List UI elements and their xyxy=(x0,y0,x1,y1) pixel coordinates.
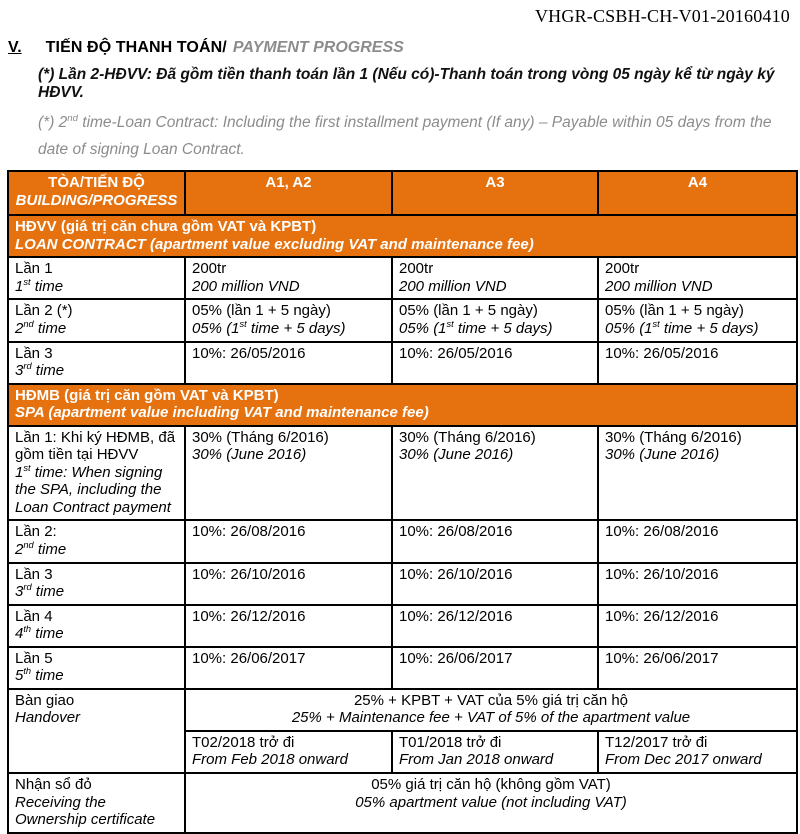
label-en-text: 1 xyxy=(15,277,24,295)
label-en-sup: th xyxy=(23,666,32,677)
payment-progress-table xyxy=(7,170,798,833)
label-vi: Lần 1: Khi ký HĐMB, đã gồm tiền tại HĐVV xyxy=(15,428,176,464)
cell-value-a4 xyxy=(598,257,797,299)
value-en: 200 million VND xyxy=(399,277,507,295)
label-en: Receiving the xyxy=(15,793,106,811)
label-en-text: 2 xyxy=(15,541,24,558)
cell-value-a3 xyxy=(392,426,598,521)
label-en: Handover xyxy=(15,709,81,727)
cell-value-a3: 10%: 26/06/2017 xyxy=(392,647,598,689)
value-en-text: 05% (1 xyxy=(192,319,240,337)
label-en xyxy=(15,583,178,601)
label-en-text: time xyxy=(33,541,67,558)
header-building-progress xyxy=(8,171,185,215)
cell-handover-a3 xyxy=(392,731,598,773)
label-en xyxy=(15,320,178,338)
section-loan-contract xyxy=(8,215,797,257)
header-building-vi: TÒA/TIẾN ĐỘ xyxy=(48,174,145,192)
cell-label xyxy=(8,342,185,384)
value-vi: 200tr xyxy=(605,260,640,278)
value-vi: 30% (Tháng 6/2016) xyxy=(605,428,742,446)
label-en-text: 4 xyxy=(15,625,24,643)
value-en: From Feb 2018 onward xyxy=(192,751,348,769)
heading-title-vi: TIẾN ĐỘ THANH TOÁN/ xyxy=(45,39,227,56)
value-vi: 200tr xyxy=(399,260,434,278)
label-en: Ownership certificate xyxy=(15,811,156,829)
cell-value-a12 xyxy=(185,257,392,299)
cell-label xyxy=(8,563,185,605)
label-vi: Lần 1 xyxy=(15,260,53,278)
cell-value-a12: 10%: 26/08/2016 xyxy=(185,520,392,562)
heading-title-en: PAYMENT PROGRESS xyxy=(232,39,404,56)
cell-label-certificate xyxy=(8,773,185,833)
cell-label xyxy=(8,520,185,562)
header-col-a4: A4 xyxy=(598,171,797,215)
value-en: 200 million VND xyxy=(192,277,300,295)
label-en-text: time xyxy=(31,362,65,380)
section-heading xyxy=(8,39,794,57)
value-vi: T02/2018 trở đi xyxy=(192,733,295,751)
certificate-merged-en: 05% apartment value (not including VAT) xyxy=(355,793,627,811)
cell-value-a12 xyxy=(185,299,392,341)
value-vi: 05% (lần 1 + 5 ngày) xyxy=(605,302,744,320)
cell-handover-a4 xyxy=(598,731,797,773)
label-vi: Lần 2: xyxy=(15,523,57,541)
section-row-spa xyxy=(8,384,797,426)
label-vi: Nhận sổ đỏ xyxy=(15,776,92,794)
cell-value-a4: 10%: 26/12/2016 xyxy=(598,605,797,647)
value-en xyxy=(192,320,385,338)
table-row-loan-1 xyxy=(8,257,797,299)
cell-label-handover xyxy=(8,689,185,773)
label-en-text: time xyxy=(31,583,65,601)
label-en xyxy=(15,464,178,517)
label-en-text: 3 xyxy=(15,362,24,380)
note-en-sup: nd xyxy=(67,112,78,124)
note-en-text: (*) 2 xyxy=(38,114,68,131)
section-spa-en: SPA (apartment value including VAT and maintenance fee) xyxy=(15,404,429,422)
cell-value-a3: 10%: 26/12/2016 xyxy=(392,605,598,647)
table-row-loan-3 xyxy=(8,342,797,384)
label-en-text: time xyxy=(33,319,67,337)
cell-value-a12: 10%: 26/05/2016 xyxy=(185,342,392,384)
table-row-spa-2 xyxy=(8,520,797,562)
value-vi: T01/2018 trở đi xyxy=(399,733,502,751)
cell-value-a3 xyxy=(392,299,598,341)
value-en: 30% (June 2016) xyxy=(192,446,307,464)
cell-value-a12 xyxy=(185,426,392,521)
section-spa xyxy=(8,384,797,426)
value-en: 200 million VND xyxy=(605,277,713,295)
value-en xyxy=(605,320,790,338)
label-en-text: 1 xyxy=(15,463,24,481)
note-english xyxy=(38,109,786,163)
value-en: 30% (June 2016) xyxy=(605,446,720,464)
label-en-text: time xyxy=(31,625,64,643)
table-row-spa-4 xyxy=(8,605,797,647)
table-row-spa-1 xyxy=(8,426,797,521)
label-en-sup: nd xyxy=(23,540,34,550)
label-en xyxy=(15,278,178,296)
header-col-a1-a2: A1, A2 xyxy=(185,171,392,215)
label-en-text: time xyxy=(31,667,64,685)
section-row-loan-contract xyxy=(8,215,797,257)
value-en-text: time + 5 days) xyxy=(659,319,759,337)
label-en-text: 2 xyxy=(15,319,24,337)
cell-value-a12: 10%: 26/06/2017 xyxy=(185,647,392,689)
label-en xyxy=(15,667,178,685)
label-en-sup: rd xyxy=(23,361,32,372)
cell-value-a3 xyxy=(392,257,598,299)
label-en xyxy=(15,625,178,643)
label-en-sup: th xyxy=(23,624,32,635)
value-en: From Dec 2017 onward xyxy=(605,751,762,769)
label-vi: Lần 3 xyxy=(15,344,53,362)
value-vi: 30% (Tháng 6/2016) xyxy=(192,428,329,446)
cell-value-a3: 10%: 26/08/2016 xyxy=(392,520,598,562)
value-en-text: time + 5 days) xyxy=(246,319,346,337)
value-en: From Jan 2018 onward xyxy=(399,751,554,769)
value-en-text: 05% (1 xyxy=(605,319,653,337)
note-vietnamese: (*) Lần 2-HĐVV: Đã gồm tiền thanh toán lần 1 (Nếu có)-Thanh toán trong vòng 05 ngày kể từ ngày ký HĐVV. xyxy=(38,66,775,101)
cell-value-a4: 10%: 26/08/2016 xyxy=(598,520,797,562)
label-vi: Bàn giao xyxy=(15,691,75,709)
label-en xyxy=(15,541,178,559)
value-vi: T12/2017 trở đi xyxy=(605,733,708,751)
doc-code: VHGR-CSBH-CH-V01-20160410 xyxy=(534,6,790,26)
label-en-text: 3 xyxy=(15,583,24,601)
cell-value-a3: 10%: 26/05/2016 xyxy=(392,342,598,384)
table-row-handover xyxy=(8,689,797,731)
section-spa-vi: HĐMB (giá trị căn gồm VAT và KPBT) xyxy=(15,386,279,404)
cell-value-a12: 10%: 26/12/2016 xyxy=(185,605,392,647)
label-en xyxy=(15,362,178,380)
certificate-merged-vi: 05% giá trị căn hộ (không gồm VAT) xyxy=(371,776,611,794)
label-vi: Lần 5 xyxy=(15,649,53,667)
cell-value-a4: 10%: 26/10/2016 xyxy=(598,563,797,605)
label-en-sup: st xyxy=(23,462,31,473)
label-vi: Lần 2 (*) xyxy=(15,302,73,320)
value-en xyxy=(399,320,591,338)
value-en-sup: st xyxy=(239,318,247,329)
section-number: V. xyxy=(8,39,22,56)
value-en-sup: st xyxy=(652,318,660,329)
label-en-text: 5 xyxy=(15,667,24,685)
value-vi: 05% (lần 1 + 5 ngày) xyxy=(399,302,538,320)
cell-label xyxy=(8,605,185,647)
value-en-sup: st xyxy=(446,318,454,329)
label-vi: Lần 3 xyxy=(15,565,53,583)
note-en-text: time-Loan Contract: Including the first installment payment (If any) – Payable within 05 days from the date of signing Loan Contract. xyxy=(38,114,772,159)
cell-value-a3: 10%: 26/10/2016 xyxy=(392,563,598,605)
cell-label xyxy=(8,299,185,341)
value-en: 30% (June 2016) xyxy=(399,446,514,464)
table-row-certificate xyxy=(8,773,797,833)
header-building-en: BUILDING/PROGRESS xyxy=(15,191,178,209)
label-vi: Lần 4 xyxy=(15,607,53,625)
label-en-text: time xyxy=(30,277,64,295)
label-en-sup: nd xyxy=(23,318,34,329)
label-en-text: time: When signing the SPA, including the Loan Contract payment xyxy=(15,463,171,516)
cell-certificate-merged xyxy=(185,773,797,833)
cell-label xyxy=(8,647,185,689)
cell-value-a4: 10%: 26/06/2017 xyxy=(598,647,797,689)
value-vi: 200tr xyxy=(192,260,227,278)
handover-merged-vi: 25% + KPBT + VAT của 5% giá trị căn hộ xyxy=(353,691,629,709)
cell-value-a12: 10%: 26/10/2016 xyxy=(185,563,392,605)
cell-value-a4 xyxy=(598,299,797,341)
label-en-sup: rd xyxy=(23,582,32,593)
table-row-spa-5 xyxy=(8,647,797,689)
value-en-text: 05% (1 xyxy=(399,319,447,337)
header-col-a3: A3 xyxy=(392,171,598,215)
section-loan-vi: HĐVV (giá trị căn chưa gồm VAT và KPBT) xyxy=(15,218,317,236)
table-header-row xyxy=(8,171,797,215)
cell-value-a4: 10%: 26/05/2016 xyxy=(598,342,797,384)
handover-merged-en: 25% + Maintenance fee + VAT of 5% of the apartment value xyxy=(291,709,691,727)
cell-handover-merged xyxy=(185,689,797,731)
cell-label xyxy=(8,426,185,521)
value-vi: 30% (Tháng 6/2016) xyxy=(399,428,536,446)
value-en-text: time + 5 days) xyxy=(453,319,553,337)
cell-value-a4 xyxy=(598,426,797,521)
cell-label xyxy=(8,257,185,299)
value-vi: 05% (lần 1 + 5 ngày) xyxy=(192,302,331,320)
label-en-sup: st xyxy=(23,276,31,287)
table-row-spa-3 xyxy=(8,563,797,605)
cell-handover-a12 xyxy=(185,731,392,773)
section-loan-en: LOAN CONTRACT (apartment value excluding VAT and maintenance fee) xyxy=(15,235,534,253)
table-row-loan-2 xyxy=(8,299,797,341)
